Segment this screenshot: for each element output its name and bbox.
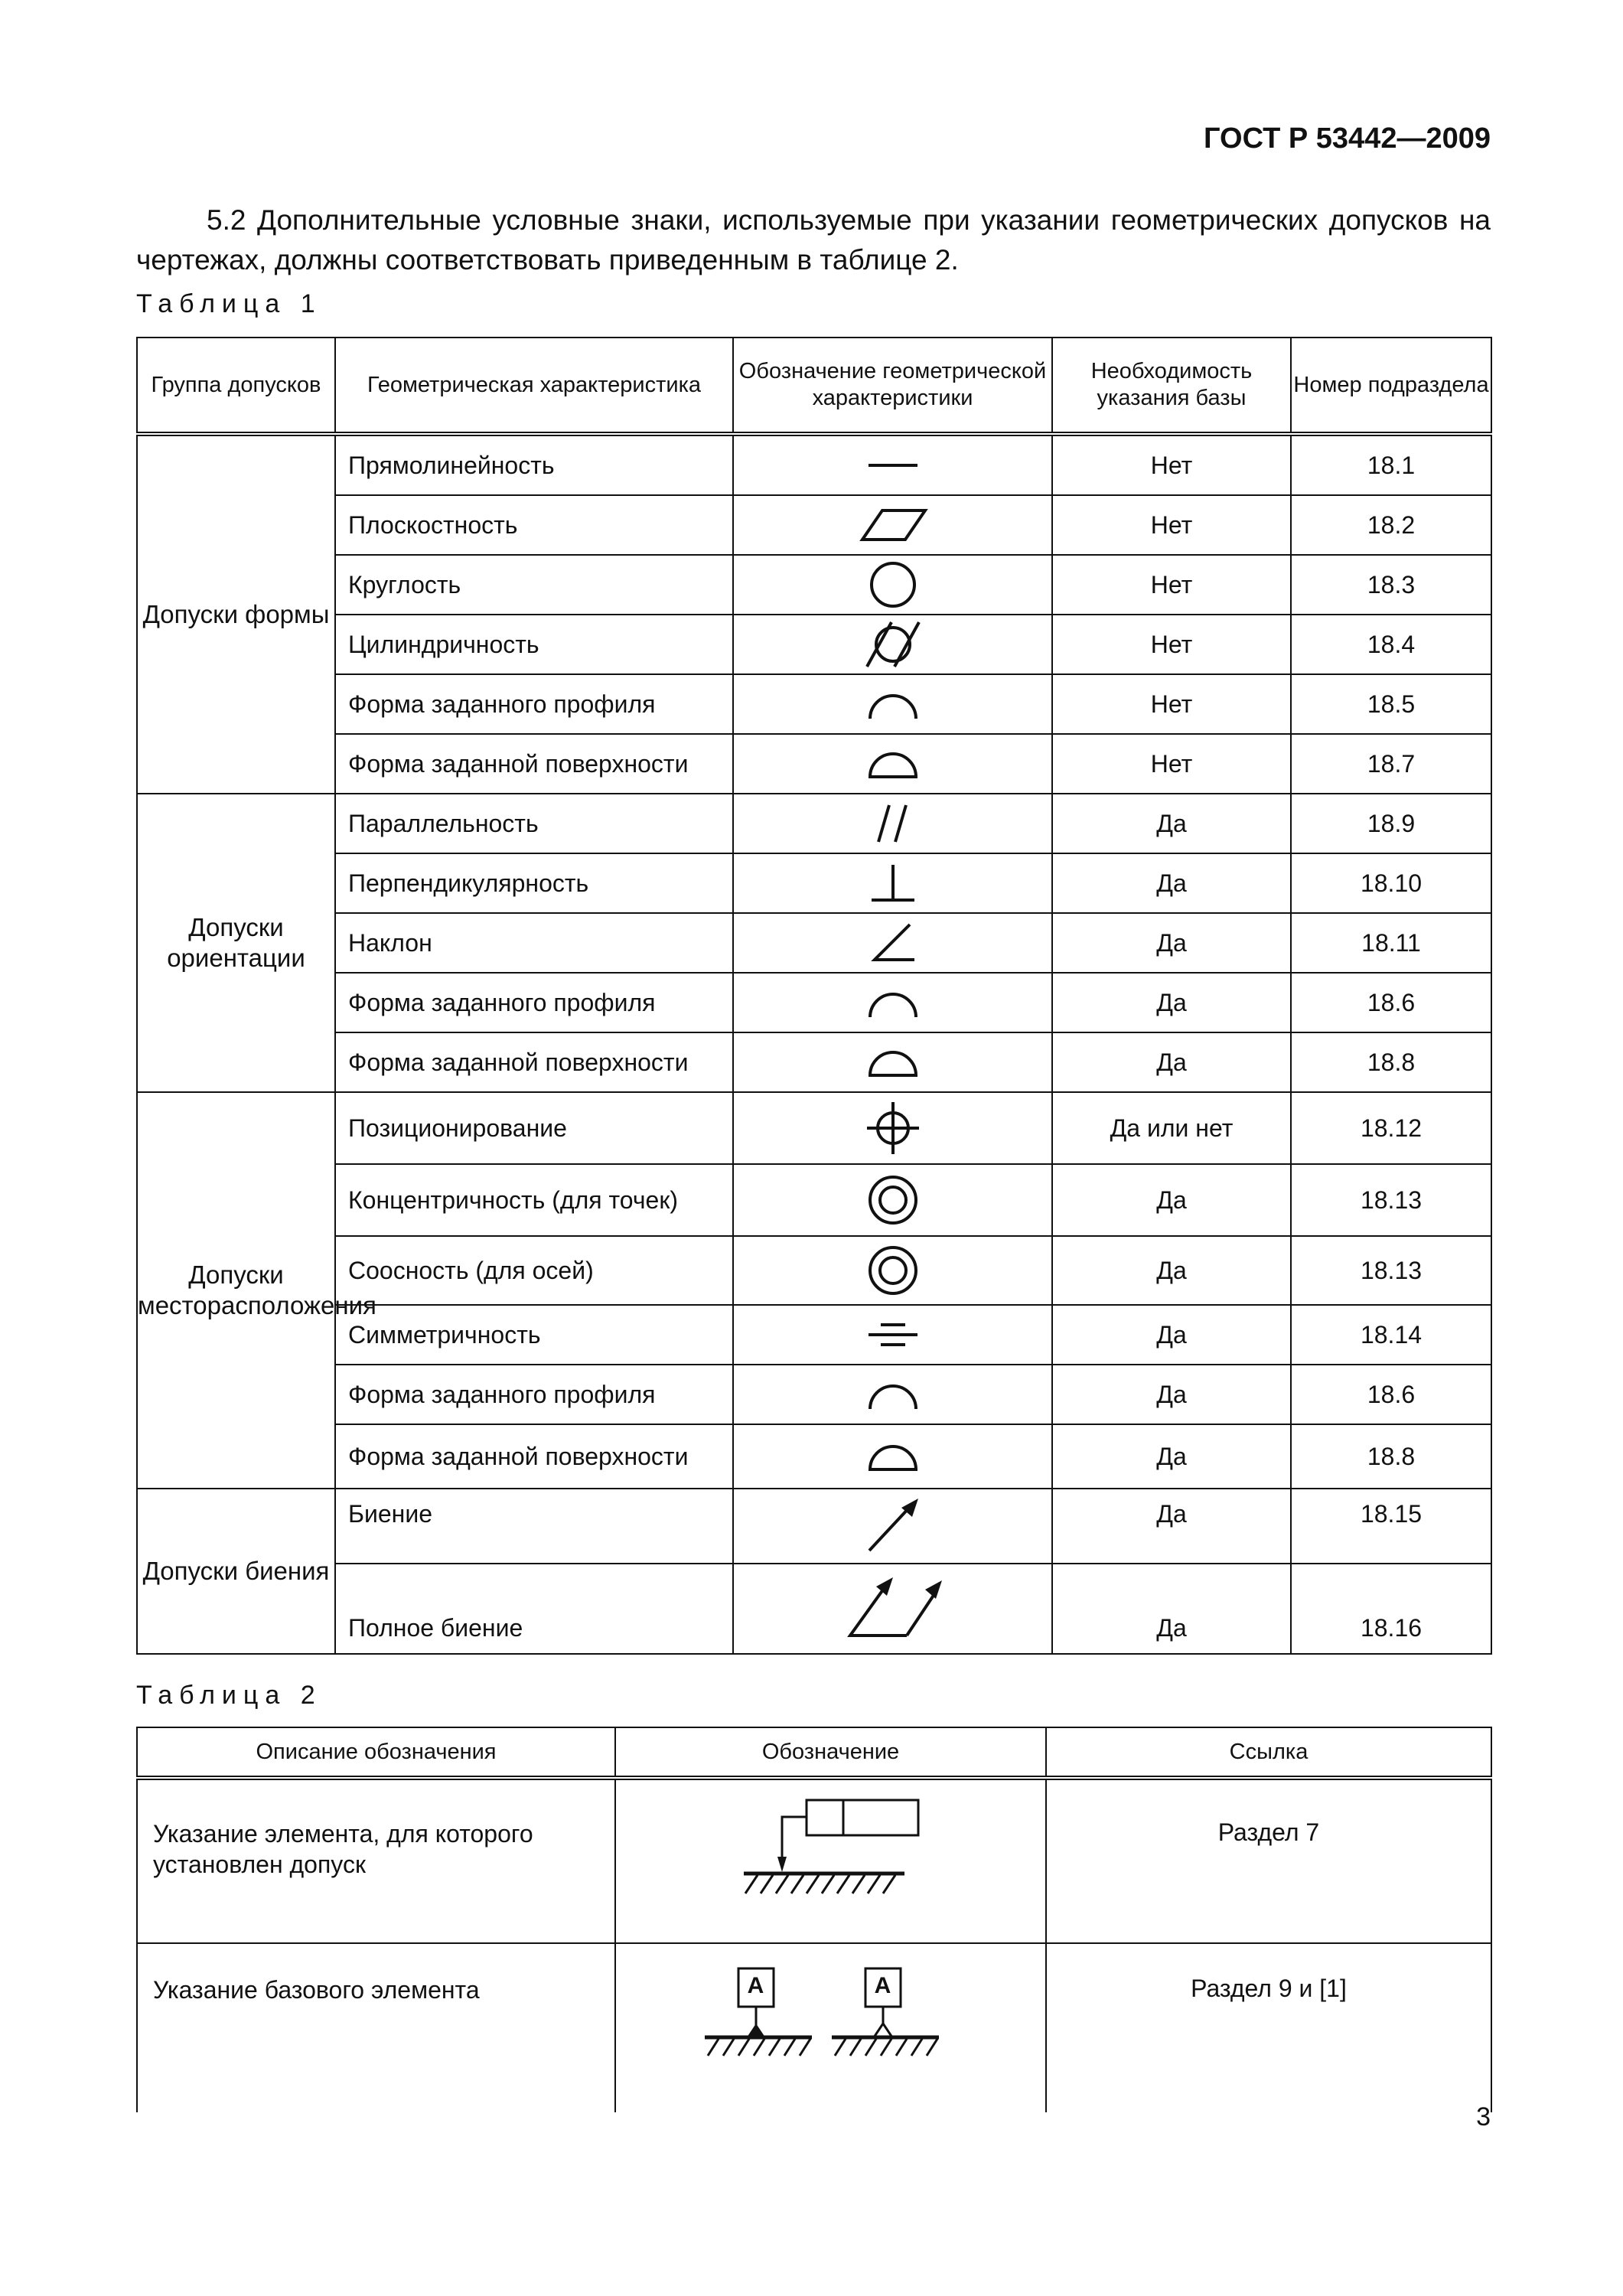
col-header-description: Описание обозначения [137,1727,615,1778]
characteristic-cell: Позиционирование [335,1092,733,1164]
section-cell: 18.11 [1291,913,1491,973]
straightness-icon [733,434,1052,495]
total-runout-icon [733,1564,1052,1654]
description-cell: Указание базового элемента [137,1943,615,2112]
section-cell: 18.12 [1291,1092,1491,1164]
group-location: Допуски месторасположения [137,1092,335,1489]
table-row [137,674,1491,734]
characteristic-cell: Цилиндричность [335,615,733,674]
characteristic-cell: Симметричность [335,1305,733,1365]
section-cell: 18.5 [1291,674,1491,734]
datum-letter-open: А [874,1973,891,1998]
datum-cell: Да [1052,1032,1291,1092]
section-cell: 18.2 [1291,495,1491,555]
datum-cell: Да [1052,913,1291,973]
table-row [137,853,1491,913]
col-header-characteristic: Геометрическая характеристика [335,338,733,434]
table-row [137,1943,1491,2112]
circular-runout-icon [733,1489,1052,1564]
profile-line-icon [733,1365,1052,1424]
characteristic-cell: Форма заданного профиля [335,674,733,734]
profile-surface-icon [733,734,1052,794]
section-cell: 18.6 [1291,1365,1491,1424]
characteristic-cell: Полное биение [335,1564,733,1654]
characteristic-cell: Соосность (для осей) [335,1236,733,1305]
group-form: Допуски формы [137,434,335,794]
concentricity-icon [733,1164,1052,1236]
datum-cell: Да [1052,973,1291,1032]
table-row [137,1164,1491,1236]
reference-cell: Раздел 7 [1046,1778,1491,1943]
col-header-symbol: Обозначение геометрической характеристики [733,338,1052,434]
table-row [137,1092,1491,1164]
col-header-reference: Ссылка [1046,1727,1491,1778]
datum-cell: Да [1052,1564,1291,1654]
characteristic-cell: Форма заданной поверхности [335,734,733,794]
col-header-datum: Необходимость указания базы [1052,338,1291,434]
col-header-symbol: Обозначение [615,1727,1046,1778]
table-row [137,973,1491,1032]
table1-caption: Таблица 1 [136,289,322,318]
characteristic-cell: Форма заданной поверхности [335,1032,733,1092]
page-number: 3 [1476,2102,1491,2131]
section-cell: 18.14 [1291,1305,1491,1365]
table2-header-row [137,1727,1491,1778]
characteristic-cell: Параллельность [335,794,733,853]
group-orientation: Допуски ориентации [137,794,335,1092]
roundness-icon [733,555,1052,615]
table-row [137,495,1491,555]
table-row [137,1564,1491,1654]
table1-header-row [137,338,1491,434]
characteristic-cell: Концентричность (для точек) [335,1164,733,1236]
table-row [137,434,1491,495]
table2-caption: Таблица 2 [136,1681,322,1710]
characteristic-cell: Форма заданной поверхности [335,1424,733,1489]
cylindricity-icon [733,615,1052,674]
section-cell: 18.6 [1291,973,1491,1032]
datum-feature-icon [615,1943,1046,2112]
datum-cell: Нет [1052,674,1291,734]
section-cell: 18.15 [1291,1489,1491,1564]
table-2 [136,1727,1492,2112]
table-row [137,1365,1491,1424]
table-row [137,794,1491,853]
characteristic-cell: Биение [335,1489,733,1564]
group-runout: Допуски биения [137,1489,335,1654]
table-row [137,1424,1491,1489]
section-cell: 18.9 [1291,794,1491,853]
datum-cell: Да [1052,1424,1291,1489]
datum-cell: Да [1052,853,1291,913]
intro-paragraph: 5.2 Дополнительные условные знаки, используемые при указании геометрических допусков на чертежах, должны соответствовать приведенным в таблице 2. [136,204,1491,276]
symmetry-icon [733,1305,1052,1365]
section-cell: 18.13 [1291,1236,1491,1305]
datum-letter-filled: А [747,1973,764,1998]
profile-surface-icon [733,1032,1052,1092]
flatness-icon [733,495,1052,555]
profile-surface-icon [733,1424,1052,1489]
characteristic-cell: Плоскостность [335,495,733,555]
description-cell: Указание элемента, для которого установлен допуск [137,1778,615,1943]
datum-cell: Да [1052,1236,1291,1305]
datum-cell: Да [1052,1305,1291,1365]
col-header-group: Группа допусков [137,338,335,434]
reference-cell: Раздел 9 и [1] [1046,1943,1491,2112]
profile-line-icon [733,973,1052,1032]
angularity-icon [733,913,1052,973]
table-1 [136,337,1492,1655]
col-header-section: Номер подраздела [1291,338,1491,434]
table-row [137,734,1491,794]
datum-cell: Да [1052,1489,1291,1564]
toleranced-feature-icon [615,1778,1046,1943]
characteristic-cell: Круглость [335,555,733,615]
table-row [137,913,1491,973]
datum-cell: Нет [1052,434,1291,495]
section-cell: 18.10 [1291,853,1491,913]
datum-cell: Нет [1052,734,1291,794]
parallelism-icon [733,794,1052,853]
section-cell: 18.1 [1291,434,1491,495]
section-cell: 18.7 [1291,734,1491,794]
datum-cell: Да [1052,1164,1291,1236]
table-row [137,1778,1491,1943]
characteristic-cell: Перпендикулярность [335,853,733,913]
datum-cell: Да или нет [1052,1092,1291,1164]
section-cell: 18.8 [1291,1424,1491,1489]
position-icon [733,1092,1052,1164]
table-row [137,555,1491,615]
section-cell: 18.16 [1291,1564,1491,1654]
coaxiality-icon [733,1236,1052,1305]
section-cell: 18.3 [1291,555,1491,615]
characteristic-cell: Форма заданного профиля [335,973,733,1032]
datum-cell: Нет [1052,615,1291,674]
datum-cell: Нет [1052,495,1291,555]
characteristic-cell: Форма заданного профиля [335,1365,733,1424]
datum-cell: Да [1052,1365,1291,1424]
section-cell: 18.8 [1291,1032,1491,1092]
document-id: ГОСТ Р 53442—2009 [1204,122,1491,155]
section-cell: 18.4 [1291,615,1491,674]
characteristic-cell: Прямолинейность [335,434,733,495]
table-row [137,1032,1491,1092]
table-row [137,615,1491,674]
profile-line-icon [733,674,1052,734]
characteristic-cell: Наклон [335,913,733,973]
perpendicularity-icon [733,853,1052,913]
section-cell: 18.13 [1291,1164,1491,1236]
datum-cell: Нет [1052,555,1291,615]
table-row [137,1489,1491,1564]
datum-cell: Да [1052,794,1291,853]
